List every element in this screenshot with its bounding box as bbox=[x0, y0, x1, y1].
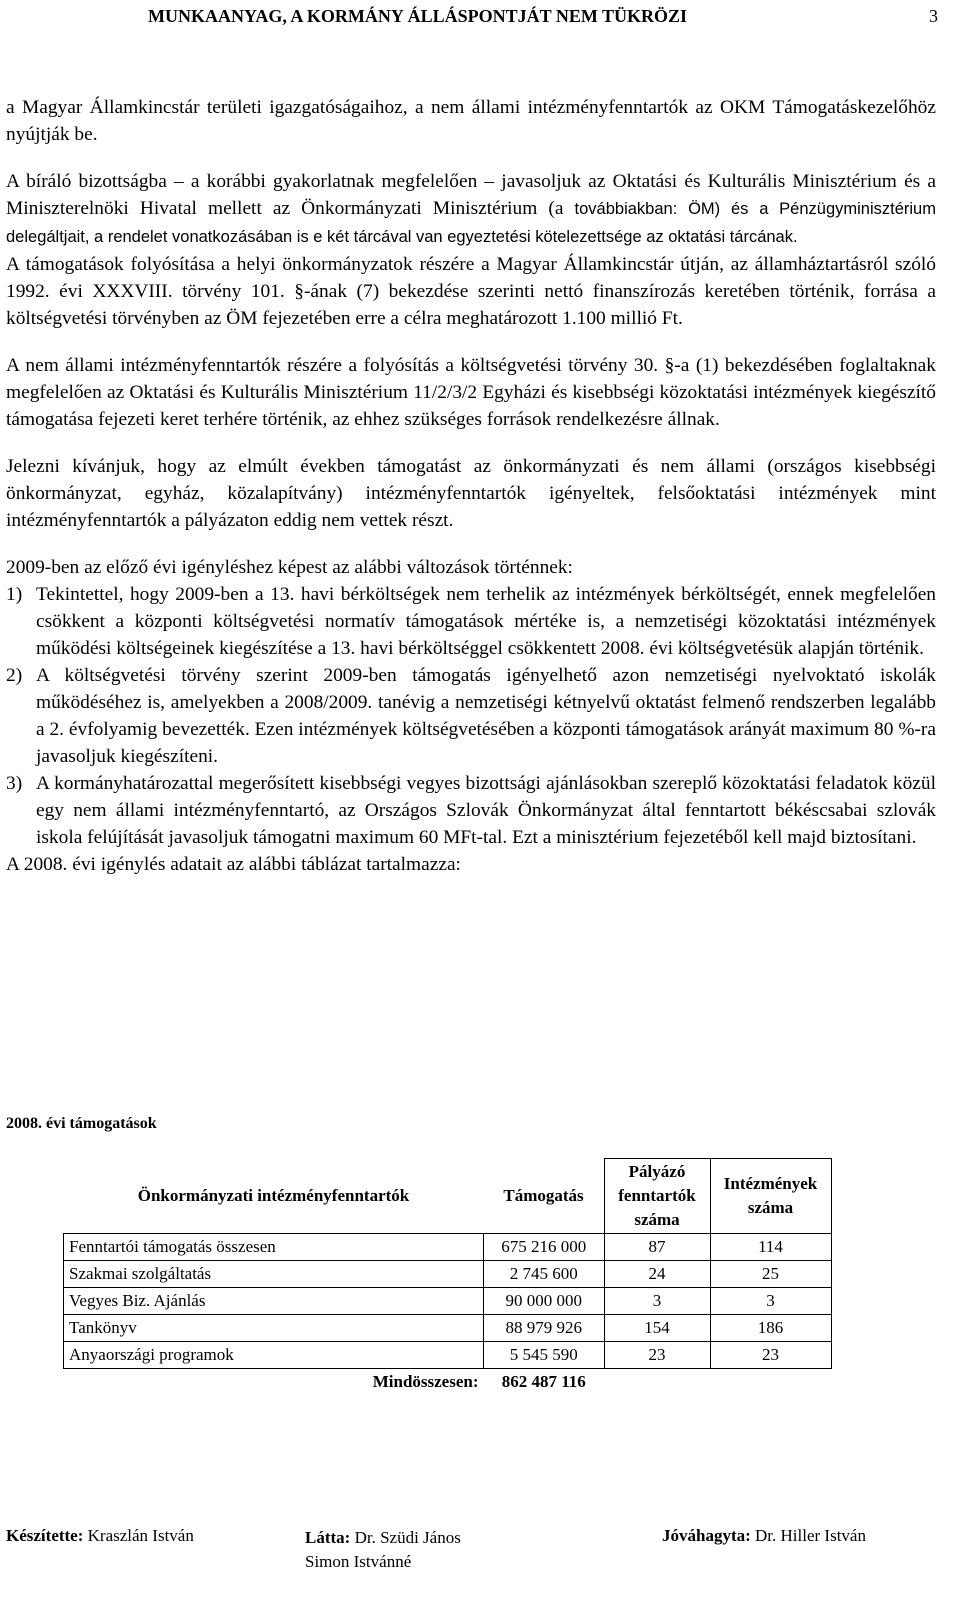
table-cell: Tankönyv bbox=[64, 1315, 484, 1342]
table-cell: 25 bbox=[710, 1261, 831, 1288]
list-item-number: 1) bbox=[6, 584, 23, 605]
table-cell: Anyaországi programok bbox=[64, 1342, 484, 1369]
column-header: Önkormányzati intézményfenntartók bbox=[137, 1185, 410, 1205]
table-cell: 5 545 590 bbox=[484, 1342, 605, 1369]
table-cell: 3 bbox=[710, 1288, 831, 1315]
table-row bbox=[64, 1342, 832, 1369]
table-total-row bbox=[64, 1369, 832, 1396]
paragraph-2 bbox=[6, 168, 936, 251]
list-item-number: 3) bbox=[6, 773, 23, 794]
list-item bbox=[6, 581, 936, 662]
paragraph-2-sans-text: továbbiakban: ÖM) és a Pénzügyminisztérium delegáltjait, a rendelet vonatkozásában is e két tárcával van egyeztetési kötelezettsége az oktatási tárcának. bbox=[6, 200, 936, 246]
list-item-text: A költségvetési törvény szerint 2009-ben támogatás igényelhető azon nemzetiségi nyelvoktató iskolák működéséhez is, amelyekben a 2008/2009. tanévig a nemzetiségi kétnyelvű oktatást felmenő rendszerben legalább a 2. évfolyamig bevezették. Ezen intézmények költségvetésében a központi támogatások arányát maximum 80 %-ra javasoljuk kiegészíteni. bbox=[36, 665, 936, 767]
footer-approved bbox=[662, 1526, 866, 1546]
support-table bbox=[63, 1158, 832, 1395]
table-cell: Szakmai szolgáltatás bbox=[64, 1261, 484, 1288]
approved-label: Jóváhagyta: bbox=[662, 1526, 751, 1545]
table-row bbox=[64, 1315, 832, 1342]
table-title: 2008. évi támogatások bbox=[6, 1115, 157, 1132]
changes-list bbox=[6, 581, 936, 851]
column-header: Pályázó fenntartók száma bbox=[604, 1159, 710, 1234]
footer-seen bbox=[305, 1526, 515, 1574]
page-number: 3 bbox=[929, 6, 938, 26]
paragraph-6: 2009-ben az előző évi igényléshez képest az alábbi változások történnek: bbox=[6, 557, 573, 578]
paragraph-1: a Magyar Államkincstár területi igazgatóságaihoz, a nem állami intézményfenntartók az OKM Támogatáskezelőhöz nyújtják be. bbox=[6, 97, 936, 145]
paragraph-3: A támogatások folyósítása a helyi önkormányzatok részére a Magyar Államkincstár útján, az államháztartásról szóló 1992. évi XXXVIII. törvény 101. §-ának (7) bekezdése szerinti nettó finanszírozás keretében történik, forrása a költségvetési törvényben az ÖM fejezetében erre a célra meghatározott 1.100 millió Ft. bbox=[6, 254, 936, 329]
table-row bbox=[64, 1261, 832, 1288]
list-item bbox=[6, 662, 936, 770]
seen-name-2: Simon Istvánné bbox=[305, 1552, 412, 1571]
table-cell: 154 bbox=[604, 1315, 710, 1342]
table-cell: 24 bbox=[604, 1261, 710, 1288]
table-cell: 90 000 000 bbox=[484, 1288, 605, 1315]
table-cell: 2 745 600 bbox=[484, 1261, 605, 1288]
table-cell: 186 bbox=[710, 1315, 831, 1342]
footer-prepared bbox=[6, 1526, 194, 1546]
table-cell: Fenntartói támogatás összesen bbox=[64, 1234, 484, 1261]
table-cell: 3 bbox=[604, 1288, 710, 1315]
table-cell: 88 979 926 bbox=[484, 1315, 605, 1342]
seen-label: Látta: bbox=[305, 1528, 351, 1547]
table-row bbox=[64, 1234, 832, 1261]
table-cell: 87 bbox=[604, 1234, 710, 1261]
header-title: MUNKAANYAG, A KORMÁNY ÁLLÁSPONTJÁT NEM TÜKRÖZI bbox=[148, 6, 688, 26]
table-cell: 23 bbox=[710, 1342, 831, 1369]
list-item-text: Tekintettel, hogy 2009-ben a 13. havi bérköltségek nem terhelik az intézmények bérköltségét, ennek megfelelően csökkent a központi költségvetési normatív támogatások mértéke is, a nemzetiségi közoktatási intézmények működési költségeinek kiegészítése a 13. havi bérköltséggel csökkentett 2008. évi költségvetésük alapján történik. bbox=[36, 584, 936, 659]
column-header: Intézmények száma bbox=[710, 1159, 831, 1234]
paragraph-5: Jelezni kívánjuk, hogy az elmúlt években támogatást az önkormányzati és nem állami (országos kisebbségi önkormányzat, egyház, közalapítvány) intézményfenntartók igényeltek, felsőoktatási intézmények mint intézményfenntartók a pályázaton eddig nem vettek részt. bbox=[6, 456, 936, 531]
prepared-name: Kraszlán István bbox=[87, 1526, 194, 1545]
table-cell: Vegyes Biz. Ajánlás bbox=[64, 1288, 484, 1315]
page-header bbox=[148, 6, 948, 27]
list-item bbox=[6, 770, 936, 851]
total-value: 862 487 116 bbox=[501, 1372, 586, 1391]
table-cell: 675 216 000 bbox=[484, 1234, 605, 1261]
list-item-text: A kormányhatározattal megerősített kisebbségi vegyes bizottsági ajánlásokban szereplő közoktatási feladatok közül egy nem állami intézményfenntartó, az Országos Szlovák Önkormányzat által fenntartott békéscsabai szlovák iskola felújítását javasoljuk támogatni maximum 60 MFt-tal. Ezt a minisztérium fejezetéből kell majd biztosítani. bbox=[36, 773, 936, 848]
table-cell: 23 bbox=[604, 1342, 710, 1369]
table-header-row bbox=[64, 1159, 832, 1234]
seen-name: Dr. Szüdi János bbox=[354, 1528, 461, 1547]
prepared-label: Készítette: bbox=[6, 1526, 84, 1545]
total-label: Mindösszesen: bbox=[372, 1372, 479, 1391]
approved-name: Dr. Hiller István bbox=[755, 1526, 866, 1545]
paragraph-4: A nem állami intézményfenntartók részére a folyósítás a költségvetési törvény 30. §-a (1) bekezdésében foglaltaknak megfelelően az Oktatási és Kulturális Minisztérium 11/2/3/2 Egyházi és kisebbségi közoktatási intézmények kiegészítő támogatása fejezeti keret terhére történik, az ehhez szükséges források rendelkezésre állnak. bbox=[6, 355, 936, 430]
column-header: Támogatás bbox=[503, 1185, 584, 1205]
table-cell: 114 bbox=[710, 1234, 831, 1261]
document-body bbox=[6, 94, 936, 878]
paragraph-7: A 2008. évi igénylés adatait az alábbi táblázat tartalmazza: bbox=[6, 854, 461, 875]
paragraph-2-text: A bíráló bizottságba – a korábbi gyakorlatnak megfelelően – javasoljuk az Oktatási és Kulturális Minisztérium és a Miniszterelnöki Hivatal mellett az Önkormányzati Minisztérium (a bbox=[6, 171, 936, 219]
list-item-number: 2) bbox=[6, 665, 23, 686]
table-row bbox=[64, 1288, 832, 1315]
